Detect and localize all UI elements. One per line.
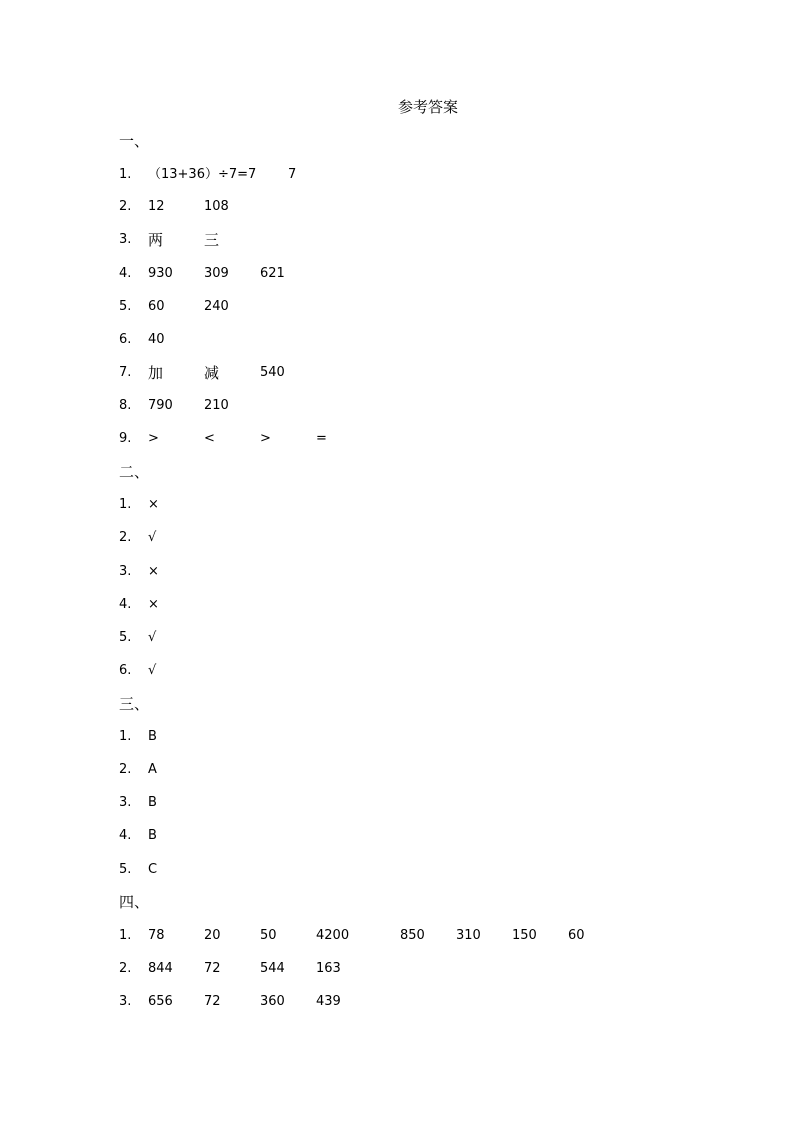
item-number: 5. <box>119 630 132 645</box>
section-heading-2: 二、 <box>119 463 150 481</box>
answer-value: × <box>148 564 159 579</box>
answer-value: × <box>148 497 159 512</box>
item-number: 2. <box>119 762 132 777</box>
item-number: 1. <box>119 729 132 744</box>
answer-value: 621 <box>260 266 285 281</box>
answer-value: √ <box>148 630 157 645</box>
answer-value: B <box>148 729 157 744</box>
answer-value: （13+36）÷7=7 <box>148 167 257 182</box>
section-heading-3: 三、 <box>119 695 150 713</box>
answer-value: < <box>204 431 215 446</box>
answer-value: 40 <box>148 332 165 347</box>
section-heading-4: 四、 <box>119 893 150 911</box>
answer-value: 4200 <box>316 928 350 943</box>
answer-value: > <box>148 431 159 446</box>
answer-value: 加 <box>148 364 164 382</box>
answer-value: 544 <box>260 961 285 976</box>
answer-value: = <box>316 431 327 446</box>
item-number: 9. <box>119 431 132 446</box>
item-number: 5. <box>119 299 132 314</box>
answer-value: 540 <box>260 365 285 380</box>
answer-value: 310 <box>456 928 481 943</box>
answer-value: 50 <box>260 928 277 943</box>
answer-value: × <box>148 597 159 612</box>
item-number: 3. <box>119 232 132 247</box>
answer-value: 20 <box>204 928 221 943</box>
answer-value: 60 <box>568 928 585 943</box>
item-number: 5. <box>119 862 132 877</box>
answer-value: 150 <box>512 928 537 943</box>
answer-value: 850 <box>400 928 425 943</box>
answer-value: 三 <box>204 231 220 249</box>
item-number: 4. <box>119 597 132 612</box>
item-number: 6. <box>119 663 132 678</box>
item-number: 6. <box>119 332 132 347</box>
answer-value: 72 <box>204 961 221 976</box>
answer-value: √ <box>148 530 157 545</box>
item-number: 1. <box>119 167 132 182</box>
answer-value: > <box>260 431 271 446</box>
answer-value: √ <box>148 663 157 678</box>
item-number: 2. <box>119 199 132 214</box>
answer-value: 108 <box>204 199 229 214</box>
item-number: 8. <box>119 398 132 413</box>
answer-value: 减 <box>204 364 220 382</box>
item-number: 4. <box>119 266 132 281</box>
answer-value: 309 <box>204 266 229 281</box>
answer-value: 两 <box>148 231 164 249</box>
answer-value: 78 <box>148 928 165 943</box>
answer-value: C <box>148 862 158 877</box>
item-number: 2. <box>119 530 132 545</box>
page-title: 参考答案 <box>397 98 458 116</box>
answer-value: 439 <box>316 994 341 1009</box>
answer-value: B <box>148 828 157 843</box>
item-number: 3. <box>119 564 132 579</box>
answer-value: 72 <box>204 994 221 1009</box>
answer-value: 210 <box>204 398 229 413</box>
item-number: 4. <box>119 828 132 843</box>
item-number: 3. <box>119 994 132 1009</box>
answer-value: 12 <box>148 199 165 214</box>
item-number: 1. <box>119 497 132 512</box>
answer-value: 7 <box>288 167 297 182</box>
answer-value: 60 <box>148 299 165 314</box>
item-number: 3. <box>119 795 132 810</box>
answer-value: 656 <box>148 994 173 1009</box>
answer-value: 163 <box>316 961 341 976</box>
item-number: 2. <box>119 961 132 976</box>
section-heading-1: 一、 <box>119 132 150 150</box>
answer-value: 360 <box>260 994 285 1009</box>
answer-value: 844 <box>148 961 173 976</box>
answer-value: 790 <box>148 398 173 413</box>
answer-value: 240 <box>204 299 229 314</box>
item-number: 7. <box>119 365 132 380</box>
answer-value: 930 <box>148 266 173 281</box>
item-number: 1. <box>119 928 132 943</box>
answer-value: A <box>148 762 157 777</box>
answer-value: B <box>148 795 157 810</box>
